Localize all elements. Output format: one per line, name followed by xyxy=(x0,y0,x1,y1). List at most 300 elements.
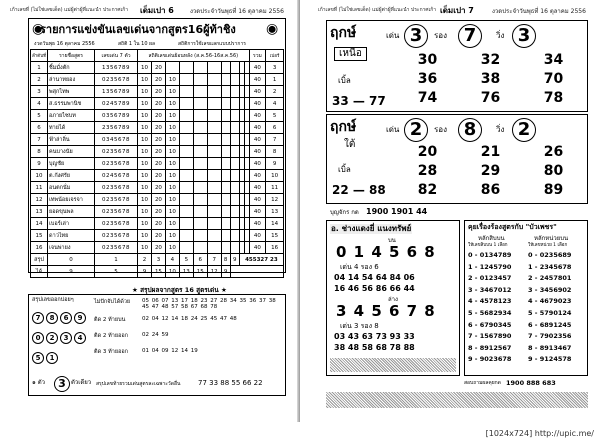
promo-left-list xyxy=(468,251,526,367)
north-region: เหนือ xyxy=(334,47,367,61)
row-pct: 10 xyxy=(266,170,284,182)
row-pct: 12 xyxy=(266,194,284,206)
row-stat: 10 xyxy=(138,98,152,110)
row-pct: 3 xyxy=(266,62,284,74)
grid-number: 78 xyxy=(543,90,564,106)
north-lead: เด่น xyxy=(386,31,400,40)
row-nums: 0235678 xyxy=(95,74,138,86)
row-stat-empty xyxy=(230,122,239,134)
row-stat-empty xyxy=(193,110,207,122)
row-stat: 20 xyxy=(151,230,165,242)
summary-title: ★ สรุปผลจากสูตร 16 สูตรเด่น ★ xyxy=(132,286,227,294)
left-subhead-mid: สถิติ 1 ใน 10 ผล xyxy=(118,41,156,47)
north-side-label: เบิ้ล xyxy=(338,76,351,85)
row-stat: 20 xyxy=(151,170,165,182)
circled-digit: 2 xyxy=(46,332,58,344)
row-number: 13 xyxy=(31,206,48,218)
row-stat: 10 xyxy=(165,194,179,206)
grid-number: 38 xyxy=(480,71,501,87)
col-stats-header: สถิติเลขเด่นย้อนหลัง (ส.ค.56-16ส.ค.56) xyxy=(138,50,250,62)
row-stat: 10 xyxy=(165,158,179,170)
north-d1-badge xyxy=(404,24,428,48)
row-stat-empty xyxy=(179,134,193,146)
row-stat-empty xyxy=(207,146,221,158)
row-stat-empty xyxy=(207,62,221,74)
row-total: 40 xyxy=(249,206,266,218)
summary-line-values: 02 04 12 14 18 24 25 45 47 48 xyxy=(142,316,237,322)
row-nums: 2356789 xyxy=(95,122,138,134)
south-label: ฤกษ์ xyxy=(330,119,357,135)
row-nums: 0235678 xyxy=(95,182,138,194)
ad-sub2: ล่าง xyxy=(388,296,398,303)
ad-row4: 16 46 56 86 66 44 xyxy=(334,284,415,293)
row-stat-empty xyxy=(179,218,193,230)
table-header-row xyxy=(31,50,284,62)
row-total: 40 xyxy=(249,74,266,86)
table-row xyxy=(31,218,284,230)
row-stat-empty xyxy=(221,62,230,74)
row-nums: 0235678 xyxy=(95,218,138,230)
row-stat-empty xyxy=(179,206,193,218)
row-total: 40 xyxy=(249,242,266,254)
phone-label: บุญจักร กด xyxy=(330,209,359,216)
grid-number: 26 xyxy=(543,144,564,160)
row-stat-empty xyxy=(221,98,230,110)
south-pair: 22 — 88 xyxy=(332,183,386,197)
table-row xyxy=(31,134,284,146)
north-d3-badge xyxy=(512,24,536,48)
row-stat: 20 xyxy=(151,122,165,134)
grid-number: 89 xyxy=(543,182,564,198)
row-stat-empty xyxy=(207,122,221,134)
promo-col1: หลักสิบบน xyxy=(478,235,505,242)
south-grid xyxy=(396,144,586,202)
promo-item: 6 - 6891245 xyxy=(528,320,572,329)
bottom-note: สรุปเลขท้ายรวมเด่นสูตรละเฉพาะวัดอื่น xyxy=(96,381,181,387)
row-stat-empty xyxy=(230,242,239,254)
row-stat-empty xyxy=(193,170,207,182)
row-stat-empty xyxy=(230,182,239,194)
row-nums: 1356789 xyxy=(95,86,138,98)
row-stat: 10 xyxy=(138,110,152,122)
row-stat-empty xyxy=(230,98,239,110)
left-subhead-left: งวดวันพุธ 16 ตุลาคม 2556 xyxy=(34,41,95,47)
row-stat-empty xyxy=(221,170,230,182)
row-pct: 5 xyxy=(266,110,284,122)
ad-title: อ. ช่างแดงยี่ แนงทรัพย์ xyxy=(331,224,412,233)
row-stat-empty xyxy=(221,242,230,254)
row-stat-empty xyxy=(179,146,193,158)
row-stat-empty xyxy=(207,134,221,146)
phone-number: 1900 1901 44 xyxy=(366,207,428,216)
promo-right-list xyxy=(528,251,586,367)
row-stat: 10 xyxy=(165,218,179,230)
sum-row xyxy=(31,254,284,266)
row-total: 40 xyxy=(249,158,266,170)
row-name: ชิ้มมั่งตัก xyxy=(48,62,95,74)
row-number: 11 xyxy=(31,182,48,194)
circled-digit: 1 xyxy=(46,352,58,364)
row-stat: 10 xyxy=(138,194,152,206)
south-region: ใต้ xyxy=(344,139,356,150)
south-d3: 2 xyxy=(512,118,536,142)
promo-item: 5 - 5682934 xyxy=(468,308,512,317)
grid-number: 76 xyxy=(480,90,501,106)
grid-number: 20 xyxy=(417,144,438,160)
count-digit: 10 xyxy=(165,266,179,278)
count-extra xyxy=(230,266,283,278)
row-stat-empty xyxy=(230,134,239,146)
row-pct: 11 xyxy=(266,182,284,194)
row-stat: 20 xyxy=(151,146,165,158)
row-stat-empty xyxy=(179,110,193,122)
row-stat-empty xyxy=(230,218,239,230)
count-digit: 13 xyxy=(179,266,193,278)
row-name: เจนพ่ายง xyxy=(48,242,95,254)
ad-row6: เด่น 3 รอง 8 xyxy=(340,322,379,330)
sum-digit: 5 xyxy=(179,254,193,266)
count-digit: 12 xyxy=(207,266,221,278)
row-stat-empty xyxy=(193,74,207,86)
row-nums: 0235678 xyxy=(95,206,138,218)
north-mid: รอง xyxy=(434,31,448,40)
table-row xyxy=(31,86,284,98)
row-stat: 10 xyxy=(165,182,179,194)
row-stat: 10 xyxy=(165,206,179,218)
grid-number: 82 xyxy=(417,182,438,198)
row-stat-empty xyxy=(230,170,239,182)
summary-line-label: ติด 2 ท้ายบน xyxy=(94,317,126,323)
row-number: 1 xyxy=(31,62,48,74)
count-digit: 15 xyxy=(193,266,207,278)
col-total-header: รวม xyxy=(249,50,266,62)
row-pct: 16 xyxy=(266,242,284,254)
sum-digit: 1 xyxy=(95,254,138,266)
circled-digit: 9 xyxy=(74,312,86,324)
promo-item: 4 - 4679023 xyxy=(528,297,572,306)
left-date: งวดประจำวันพุธที่ 16 ตุลาคม 2556 xyxy=(190,8,284,15)
row-stat: 10 xyxy=(165,86,179,98)
row-stat: 20 xyxy=(151,218,165,230)
promo-item: 2 - 2457801 xyxy=(528,274,572,283)
row-stat: 10 xyxy=(138,74,152,86)
row-pct: 2 xyxy=(266,86,284,98)
row-total: 40 xyxy=(249,62,266,74)
row-stat-empty xyxy=(193,98,207,110)
row-number: 16 xyxy=(31,242,48,254)
ad-row8: 38 48 58 68 78 88 xyxy=(334,343,415,352)
north-grid xyxy=(396,52,586,110)
table-row xyxy=(31,182,284,194)
south-d1: 2 xyxy=(404,118,428,142)
sum-digit: 6 xyxy=(193,254,207,266)
table-row xyxy=(31,194,284,206)
row-stat: 10 xyxy=(165,98,179,110)
row-total: 40 xyxy=(249,194,266,206)
right-page-label: เด็มเปา 7 xyxy=(440,6,474,15)
row-stat: 20 xyxy=(151,74,165,86)
row-total: 40 xyxy=(249,110,266,122)
row-total: 40 xyxy=(249,218,266,230)
circled-digit: 5 xyxy=(32,352,44,364)
grid-number: 74 xyxy=(417,90,438,106)
south-lead: เด่น xyxy=(386,125,400,134)
row-stat-empty xyxy=(221,158,230,170)
north-d1: 3 xyxy=(404,24,428,48)
row-stat-empty xyxy=(207,230,221,242)
row-total: 40 xyxy=(249,86,266,98)
promo-item: 3 - 3467012 xyxy=(468,285,512,294)
bottom-digit-badge xyxy=(54,374,70,392)
row-stat-empty xyxy=(207,74,221,86)
row-number: 5 xyxy=(31,110,48,122)
row-number: 6 xyxy=(31,122,48,134)
summary-line xyxy=(94,298,284,310)
table-row xyxy=(31,110,284,122)
row-name: พสุกไทพ xyxy=(48,86,95,98)
grid-number: 36 xyxy=(417,71,438,87)
row-name: คนบางนัย xyxy=(48,146,95,158)
row-stat: 10 xyxy=(138,170,152,182)
table-row xyxy=(31,62,284,74)
row-stat-empty xyxy=(179,230,193,242)
row-name: ต.กังศรัย xyxy=(48,170,95,182)
row-total: 40 xyxy=(249,134,266,146)
row-name: ส.ธรรมพานิช xyxy=(48,98,95,110)
south-suffix: วิ่ง xyxy=(496,125,505,134)
row-stat-empty xyxy=(230,206,239,218)
row-stat: 20 xyxy=(151,182,165,194)
grid-number: 80 xyxy=(543,163,564,179)
row-stat-empty xyxy=(207,206,221,218)
sum-digit: 2 xyxy=(138,254,152,266)
promo-item: 1 - 2345678 xyxy=(528,262,572,271)
row-total: 40 xyxy=(249,170,266,182)
promo-item: 1 - 1245790 xyxy=(468,262,512,271)
bottom-prefix: ๑ ตัว xyxy=(32,379,45,386)
row-nums: 0235678 xyxy=(95,158,138,170)
bottom-vals: 77 33 88 55 66 22 xyxy=(198,379,263,387)
promo-item: 9 - 9023678 xyxy=(468,355,512,364)
left-page-label: เด็มเปา 6 xyxy=(140,6,174,15)
row-stat-empty xyxy=(193,206,207,218)
row-stat: 10 xyxy=(165,134,179,146)
row-stat-empty xyxy=(230,146,239,158)
row-stat-empty xyxy=(179,62,193,74)
row-stat: 20 xyxy=(151,134,165,146)
row-total: 40 xyxy=(249,146,266,158)
row-nums: 0245789 xyxy=(95,98,138,110)
ad-strip xyxy=(330,358,456,372)
grid-number: 28 xyxy=(417,163,438,179)
col-name-header: รายชื่อสูตร xyxy=(48,50,95,62)
summary-line-values: 05 06 07 13 17 18 23 27 28 34 35 36 37 38 45 47 48 57 58 67 68 78 xyxy=(142,298,276,310)
row-number: 8 xyxy=(31,146,48,158)
sum-digit: 4 xyxy=(165,254,179,266)
col-nums-header: เลขเด่น 7 ตัว xyxy=(95,50,138,62)
row-stat-empty xyxy=(207,98,221,110)
grid-number: 86 xyxy=(480,182,501,198)
row-nums: 1356789 xyxy=(95,62,138,74)
row-stat: 20 xyxy=(151,194,165,206)
ad-row1: 0 1 4 5 6 8 xyxy=(336,243,436,261)
row-total: 40 xyxy=(249,98,266,110)
grid-number: 30 xyxy=(417,52,438,68)
row-stat: 10 xyxy=(138,230,152,242)
sum-extra: 455327 23 xyxy=(239,254,283,266)
promo-item: 8 - 8913467 xyxy=(528,343,572,352)
row-pct: 1 xyxy=(266,74,284,86)
row-number: 12 xyxy=(31,194,48,206)
row-name: ยอดขุนพล xyxy=(48,206,95,218)
sum-digit: 0 xyxy=(48,254,95,266)
col-no-header: ลำดับที่ xyxy=(31,50,48,62)
row-number: 4 xyxy=(31,98,48,110)
summary-line-values: 02 24 59 xyxy=(142,332,169,338)
row-number: 2 xyxy=(31,74,48,86)
table-row xyxy=(31,230,284,242)
table-row xyxy=(31,242,284,254)
summary-lines xyxy=(94,298,284,364)
left-topline: เก้าเลขที่ (ไม่ใช่เลขเด็ด) แม่ผู้ต่าผู้ที่แนะนำ ประกาศเก้า xyxy=(10,7,129,13)
row-stat-empty xyxy=(179,122,193,134)
row-stat: 10 xyxy=(138,146,152,158)
phone2-number: 1900 888 683 xyxy=(506,379,556,387)
promo-hint1: ให้เลขสิบบน 1 เลือก xyxy=(468,243,508,248)
ad-row7: 03 43 63 73 93 33 xyxy=(334,332,415,341)
row-pct: 15 xyxy=(266,230,284,242)
row-name: บุญชัย xyxy=(48,158,95,170)
right-bottom-strip xyxy=(326,392,588,408)
row-stat-empty xyxy=(207,170,221,182)
row-total: 40 xyxy=(249,182,266,194)
watermark-footer xyxy=(0,422,600,443)
row-stat: 10 xyxy=(138,62,152,74)
promo-item: 6 - 6790345 xyxy=(468,320,512,329)
row-stat-empty xyxy=(179,182,193,194)
row-stat-empty xyxy=(221,146,230,158)
bottom-suffix: ตัวเดียว xyxy=(71,379,92,386)
promo-item: 2 - 0123457 xyxy=(468,274,512,283)
count-digit: 9 xyxy=(221,266,230,278)
row-stat-empty xyxy=(207,182,221,194)
row-stat-empty xyxy=(193,122,207,134)
row-stat-empty xyxy=(179,158,193,170)
row-number: 3 xyxy=(31,86,48,98)
bottom-digit: 3 xyxy=(54,376,70,392)
circled-digit: 0 xyxy=(32,332,44,344)
promo-item: 5 - 5790124 xyxy=(528,308,572,317)
row-stat: 10 xyxy=(138,134,152,146)
grid-number: 21 xyxy=(480,144,501,160)
row-name: ฟ้าล่าลิ่น xyxy=(48,134,95,146)
summary-line-label: ติด 3 ท้ายออก xyxy=(94,349,129,355)
row-stat: 10 xyxy=(165,170,179,182)
row-stat: 20 xyxy=(151,62,165,74)
table-row xyxy=(31,146,284,158)
ad-sub1: บน xyxy=(388,237,396,244)
row-stat-empty xyxy=(193,230,207,242)
row-stat-empty xyxy=(221,182,230,194)
south-d2-badge xyxy=(458,118,482,142)
row-stat-empty xyxy=(179,242,193,254)
circle-label: สรุปเลขออกบ่อยๆ xyxy=(32,297,74,303)
promo-item: 4 - 4578123 xyxy=(468,297,512,306)
row-stat-empty xyxy=(193,242,207,254)
sum-digit: 9 xyxy=(230,254,239,266)
promo-item: 7 - 1567890 xyxy=(468,332,512,341)
row-stat-empty xyxy=(230,158,239,170)
row-number: 15 xyxy=(31,230,48,242)
south-d2: 8 xyxy=(458,118,482,142)
row-total: 40 xyxy=(249,122,266,134)
row-stat: 10 xyxy=(138,158,152,170)
grid-number: 32 xyxy=(480,52,501,68)
row-stat-empty xyxy=(221,230,230,242)
summary-line-label: ไม่ปักจับได้ด้วย xyxy=(94,299,131,305)
row-pct: 8 xyxy=(266,146,284,158)
row-stat: 10 xyxy=(165,110,179,122)
count-digit: 9 xyxy=(138,266,152,278)
row-stat-empty xyxy=(207,242,221,254)
row-stat-empty xyxy=(230,86,239,98)
row-name: อนตกนั่ม xyxy=(48,182,95,194)
row-nums: 0245678 xyxy=(95,170,138,182)
right-date: งวดประจำวันพุธที่ 16 ตุลาคม 2556 xyxy=(492,8,586,15)
north-d2-badge xyxy=(458,24,482,48)
globe-icon-right: ◉ xyxy=(266,21,279,37)
ad-row5: 3 4 5 6 7 8 xyxy=(336,302,436,320)
right-topline: เก้าเลขที่ (ไม่ใช่เลขเด็ด) แม่ผู้ต่าผู้ที่แนะนำ ประกาศเก้า xyxy=(318,7,437,13)
summary-line xyxy=(94,332,284,340)
row-name: เทพน้อยเจรจา xyxy=(48,194,95,206)
north-suffix: วิ่ง xyxy=(496,31,505,40)
circled-digit: 6 xyxy=(60,312,72,324)
row-stat-empty xyxy=(221,86,230,98)
row-stat-empty xyxy=(193,182,207,194)
row-stat: 10 xyxy=(165,74,179,86)
grid-number: 29 xyxy=(480,163,501,179)
row-number: 9 xyxy=(31,158,48,170)
row-stat-empty xyxy=(179,74,193,86)
promo-item: 3 - 3456902 xyxy=(528,285,572,294)
row-stat-empty xyxy=(207,110,221,122)
row-number: 7 xyxy=(31,134,48,146)
row-stat: 10 xyxy=(165,230,179,242)
row-stat-empty xyxy=(179,98,193,110)
phone2-label: สอบถามผลคุยกด xyxy=(464,380,501,386)
row-stat-empty xyxy=(221,74,230,86)
circle-digits xyxy=(31,305,91,365)
row-stat-empty xyxy=(207,218,221,230)
row-stat-empty xyxy=(230,110,239,122)
row-name: อภายไซบท xyxy=(48,110,95,122)
row-stat-empty xyxy=(193,86,207,98)
globe-icon: ◉ xyxy=(32,21,45,37)
row-stat-empty xyxy=(179,170,193,182)
row-total: 40 xyxy=(249,230,266,242)
promo-item: 8 - 8912567 xyxy=(468,343,512,352)
south-d1-badge xyxy=(404,118,428,142)
promo-item: 7 - 7902356 xyxy=(528,332,572,341)
row-stat: 10 xyxy=(165,122,179,134)
north-label: ฤกษ์ xyxy=(330,25,357,41)
row-stat: 10 xyxy=(138,242,152,254)
north-pair: 33 — 77 xyxy=(332,94,386,108)
row-stat: 20 xyxy=(151,110,165,122)
row-stat: 10 xyxy=(138,86,152,98)
row-stat-empty xyxy=(221,134,230,146)
